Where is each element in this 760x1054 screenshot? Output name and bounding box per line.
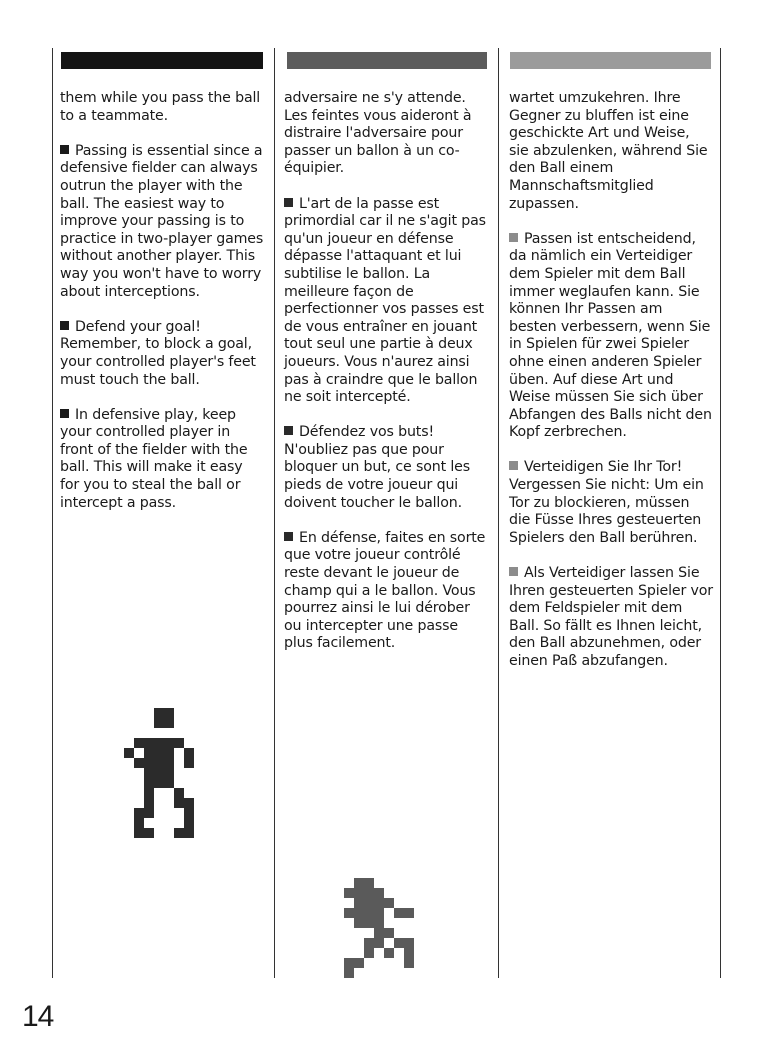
page-number: 14 <box>22 1000 54 1033</box>
lead-paragraph: wartet umzukehren. Ihre Gegner zu bluffen ist eine geschickte Art und Weise, sie abzulenken, während Sie den Ball einem Mannschaftsmitglied zupassen. <box>509 90 708 212</box>
tip-text: In defensive play, keep your controlled player in front of the fielder with the ball. This will make it easy for you to steal the ball or intercept a pass. <box>60 406 248 511</box>
tip-paragraph <box>509 565 713 671</box>
tip-paragraph <box>509 231 713 442</box>
square-bullet-icon <box>60 145 69 154</box>
running-player-icon <box>124 708 204 852</box>
tip-text: Passing is essential since a defensive fielder can always outrun the player with the ball. The easiest way to improve your passing is to practice in two-player games without another player. This way you won't have to worry about interceptions. <box>60 142 264 300</box>
french-header-bar <box>287 52 487 69</box>
tip-paragraph <box>60 407 264 513</box>
column-divider <box>52 48 53 978</box>
tip-paragraph <box>284 530 489 653</box>
tip-paragraph <box>60 319 264 389</box>
square-bullet-icon <box>60 321 69 330</box>
square-bullet-icon <box>60 409 69 418</box>
french-column <box>284 90 489 671</box>
square-bullet-icon <box>284 532 293 541</box>
lead-paragraph: them while you pass the ball to a teammate. <box>60 90 261 124</box>
tip-paragraph <box>284 196 489 407</box>
german-column <box>509 90 713 688</box>
tip-text: Verteidigen Sie Ihr Tor! Vergessen Sie nicht: Um ein Tor zu blockieren, müssen die Füsse Ihres gesteuerten Spielers den Ball berühren. <box>509 459 704 546</box>
tip-text: L'art de la passe est primordial car il ne s'agit pas qu'un joueur en défense dépasse l'attaquant et lui subtilise le ballon. La meilleure façon de perfectionner vos passes est de vous entraîner en jouant tout seul une partie à deux joueurs. Vous n'aurez ainsi pas à craindre que le ballon ne soit intercepté. <box>284 195 486 406</box>
running-player-icon <box>344 878 424 982</box>
tip-paragraph <box>284 424 489 512</box>
column-divider <box>720 48 721 978</box>
tip-paragraph <box>60 143 264 301</box>
english-column <box>60 90 264 530</box>
tip-text: Défendez vos buts! N'oubliez pas que pour bloquer un but, ce sont les pieds de votre joueur qui doivent toucher le ballon. <box>284 424 470 511</box>
square-bullet-icon <box>509 567 518 576</box>
tip-text: Als Verteidiger lassen Sie Ihren gesteuerten Spieler vor dem Feldspieler mit dem Ball. So fällt es Ihnen leicht, den Ball abzunehmen, oder einen Paß abzufangen. <box>509 565 713 669</box>
tip-paragraph <box>509 459 713 547</box>
tip-text: Passen ist entscheidend, da nämlich ein Verteidiger dem Spieler mit dem Ball immer weglaufen kann. Sie können Ihr Passen am besten verbessern, wenn Sie in Spielen für zwei Spieler ohne einen anderen Spieler üben. Auf diese Art und Weise müssen Sie sich über Abfangen des Balls nicht den Kopf zerbrechen. <box>509 230 712 441</box>
square-bullet-icon <box>509 461 518 470</box>
square-bullet-icon <box>284 198 293 207</box>
lead-paragraph: adversaire ne s'y attende. Les feintes vous aideront à distraire l'adversaire pour passer un ballon à un co-équipier. <box>284 90 472 177</box>
column-divider <box>274 48 275 978</box>
square-bullet-icon <box>509 233 518 242</box>
square-bullet-icon <box>284 426 293 435</box>
column-divider <box>498 48 499 978</box>
tip-text: Defend your goal! Remember, to block a goal, your controlled player's feet must touch the ball. <box>60 318 256 388</box>
tip-text: En défense, faites en sorte que votre joueur contrôlé reste devant le joueur de champ qui a le ballon. Vous pourrez ainsi le lui dérober ou intercepter une passe plus facilement. <box>284 529 486 652</box>
german-header-bar <box>510 52 711 69</box>
english-header-bar <box>61 52 263 69</box>
